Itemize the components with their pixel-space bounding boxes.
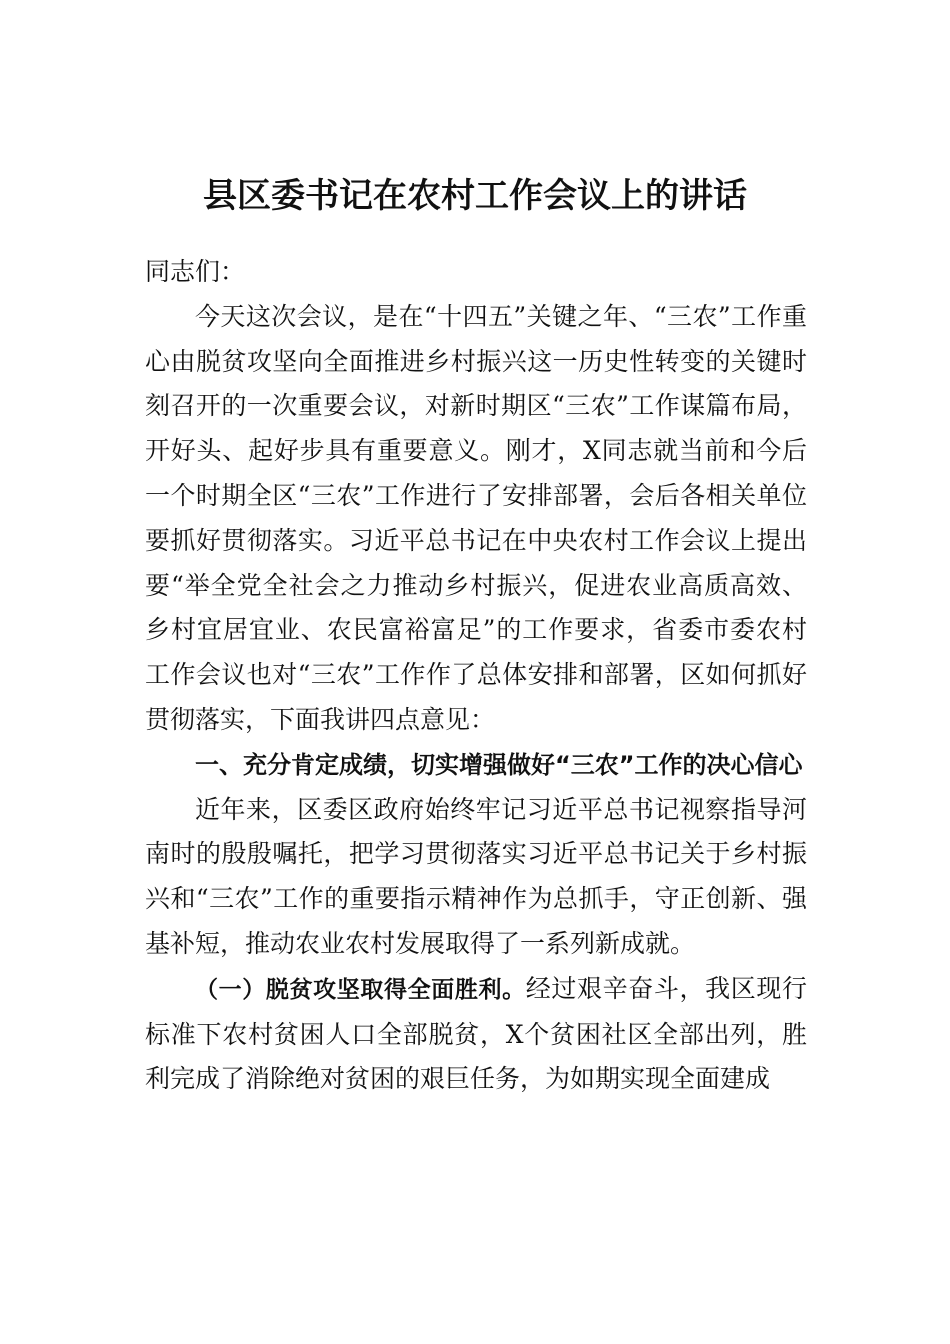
intro-paragraph: 今天这次会议，是在“十四五”关键之年、“三农”工作重心由脱贫攻坚向全面推进乡村振兴这一历史性转变的关键时刻召开的一次重要会议，对新时期区“三农”工作谋篇布局，开好头、起好步具有重要意义。刚才，X同志就当前和今后一个时期全区“三农”工作进行了安排部署，会后各相关单位要抓好贯彻落实。习近平总书记在中央农村工作会议上提出要“举全党全社会之力推动乡村振兴，促进农业高质高效、乡村宜居宜业、农民富裕富足”的工作要求，省委市委农村工作会议也对“三农”工作作了总体安排和部署，区如何抓好贯彻落实，下面我讲四点意见：	[145, 301, 807, 734]
subsection-1-text: 经过艰辛奋斗，我区现行标准下农村贫困人口全部脱贫，X个贫困社区全部出列，胜利完成了消除绝对贫困的艰巨任务，为如期实现全面建成	[145, 973, 807, 1094]
section-1-heading: 一、充分肯定成绩，切实增强做好“三农”工作的决心信心	[195, 750, 803, 779]
document-body	[145, 250, 807, 1102]
subsection-1-paragraph	[145, 967, 807, 1102]
salutation: 同志们：	[145, 257, 246, 286]
document-title: 县区委书记在农村工作会议上的讲话	[203, 176, 747, 216]
section-1-paragraph: 近年来，区委区政府始终牢记习近平总书记视察指导河南时的殷殷嘱托，把学习贯彻落实习近平总书记关于乡村振兴和“三农”工作的重要指示精神作为总抓手，守正创新、强基补短，推动农业农村发展取得了一系列新成就。	[145, 794, 807, 958]
subsection-1-heading: （一）脱贫攻坚取得全面胜利。	[195, 976, 526, 1003]
